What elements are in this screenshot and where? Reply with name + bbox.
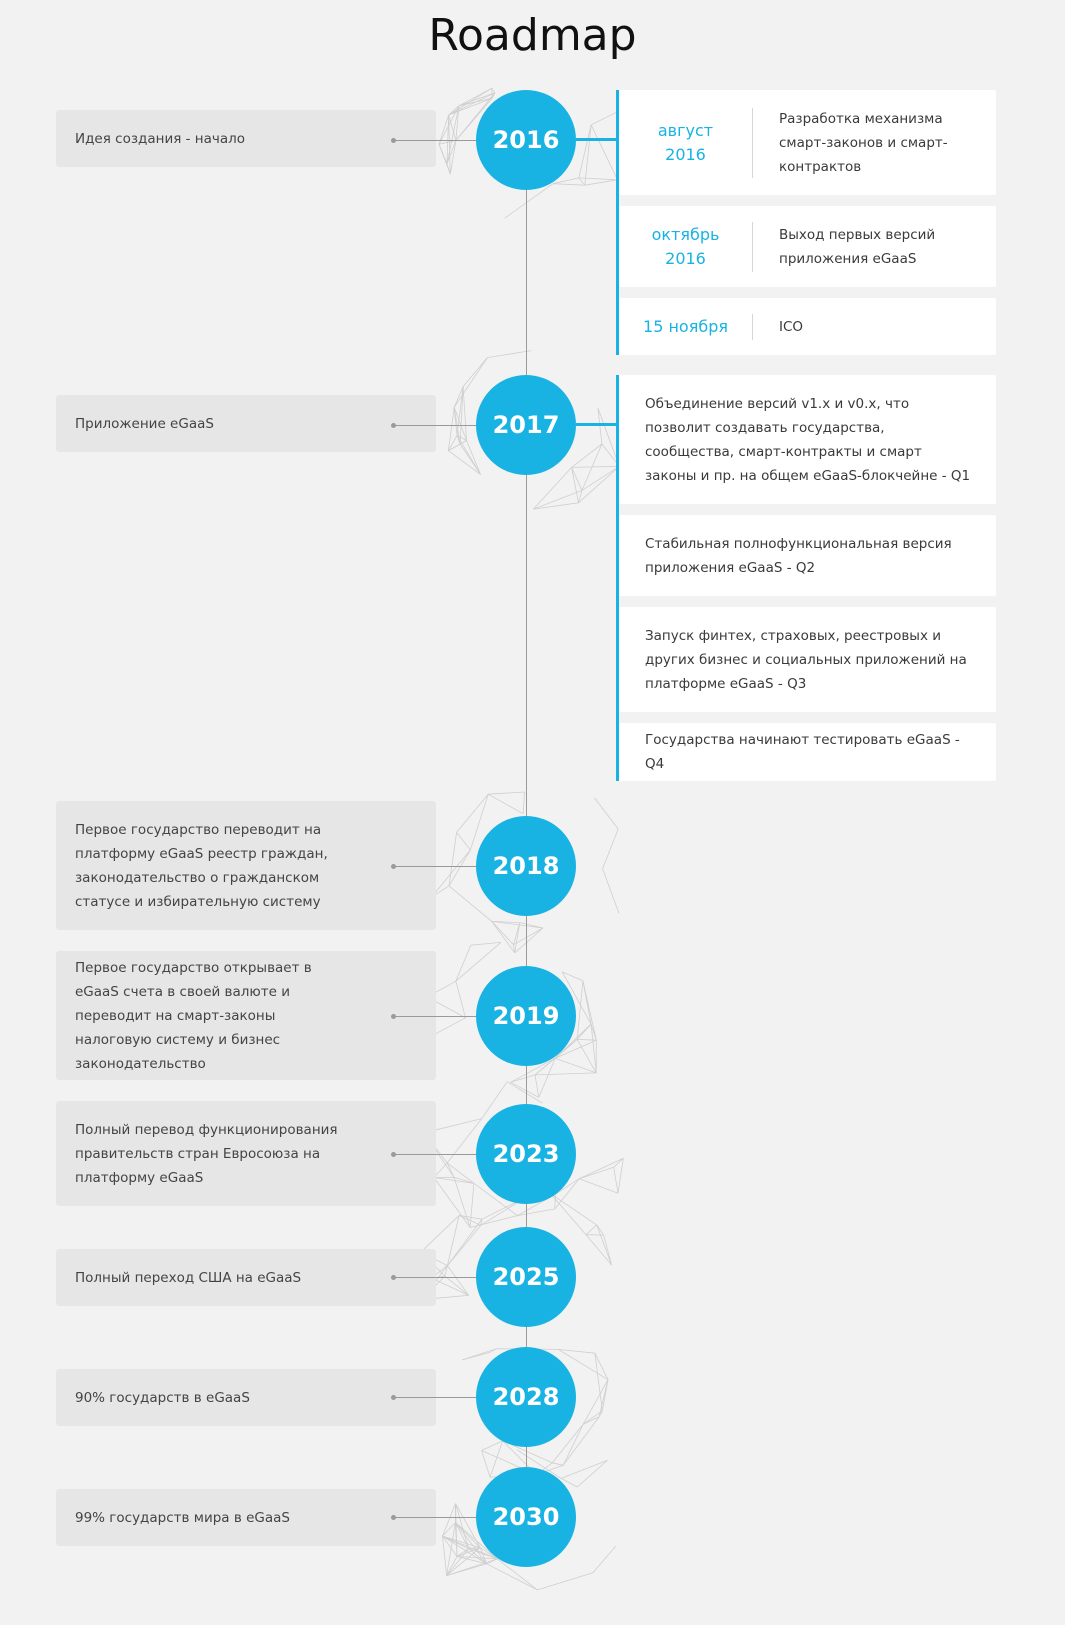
detail-text: ICO (779, 318, 804, 335)
detail-card-2016-1 (619, 90, 996, 195)
mesh-line (595, 1353, 608, 1380)
mesh-line (457, 435, 467, 440)
mesh-line (562, 972, 583, 981)
mesh-line (488, 792, 524, 794)
mesh-line (583, 1417, 599, 1424)
mesh-line (457, 1557, 487, 1564)
mesh-line (463, 358, 487, 387)
connector-2016 (394, 140, 478, 141)
milestone-summary: Первое государство переводит на платформу eGaaS реестр граждан, законодательство о гражданском статусе и избирательную систему (75, 821, 328, 910)
mesh-line (482, 1441, 503, 1451)
connector-dot-icon (391, 864, 396, 869)
milestone-summary: Идея создания - начало (75, 130, 246, 147)
mesh-line (579, 125, 591, 178)
mesh-line (439, 144, 447, 164)
mesh-line (492, 93, 495, 98)
milestone-summary: Полный перевод функционирования правительств стран Евросоюза на платформу eGaaS (75, 1121, 338, 1186)
mesh-line (447, 1163, 474, 1183)
year-node-2028[interactable]: 2028 (476, 1347, 576, 1447)
mesh-line (459, 88, 492, 106)
mesh-line (447, 1163, 454, 1177)
mesh-line (457, 435, 460, 444)
connector-2025 (394, 1277, 478, 1278)
mesh-line (492, 921, 543, 928)
mesh-line (448, 451, 480, 475)
mesh-line (579, 178, 618, 180)
mesh-line (447, 106, 459, 164)
milestone-card-2028 (56, 1369, 436, 1426)
page-title: Roadmap (428, 10, 637, 61)
detail-text: Стабильная полнофункциональная версия приложения eGaaS - Q2 (645, 535, 952, 576)
mesh-line (599, 1380, 608, 1417)
connector-2018 (394, 866, 478, 867)
mesh-line (443, 1523, 456, 1537)
mesh-line (579, 1179, 618, 1194)
mesh-line (456, 1504, 458, 1557)
mesh-line (535, 1075, 539, 1098)
mesh-line (595, 1353, 602, 1411)
mesh-line (551, 1194, 586, 1235)
mesh-line (591, 1024, 596, 1040)
mesh-line (515, 928, 543, 953)
mesh-line (456, 1504, 469, 1549)
mesh-line (533, 503, 578, 509)
mesh-line (572, 466, 620, 467)
connector-2017 (394, 425, 478, 426)
mesh-line (594, 798, 618, 829)
milestone-card-2025 (56, 1249, 436, 1306)
mesh-line (618, 1158, 623, 1193)
detail-card-2017-3 (619, 607, 996, 712)
mesh-line (432, 850, 471, 897)
mesh-line (460, 444, 481, 475)
mesh-line (457, 435, 481, 474)
connector-dot-icon (391, 1014, 396, 1019)
milestone-summary: Приложение eGaaS (75, 415, 214, 432)
mesh-line (459, 98, 492, 106)
mesh-line (454, 1177, 474, 1183)
mesh-line (455, 1523, 457, 1557)
mesh-line (457, 1557, 497, 1559)
mesh-line (603, 869, 619, 914)
mesh-line (583, 981, 596, 1040)
mesh-line (585, 180, 618, 185)
mesh-line (471, 942, 501, 945)
mesh-line (482, 1451, 490, 1478)
mesh-line (448, 441, 466, 451)
mesh-line (563, 1417, 599, 1465)
mesh-line (470, 1216, 517, 1228)
mesh-line (449, 106, 459, 115)
mesh-line (447, 1215, 459, 1265)
mesh-line (447, 164, 450, 174)
detail-text: Разработка механизма смарт-законов и смарт-контрактов (779, 110, 948, 175)
mesh-line (462, 1352, 490, 1360)
mesh-line (447, 141, 456, 164)
year-node-2019[interactable]: 2019 (476, 966, 576, 1066)
mesh-line (443, 1504, 456, 1537)
mesh-line (577, 1024, 591, 1039)
mesh-line (447, 1564, 487, 1576)
mesh-line (459, 1215, 481, 1225)
detail-card-2017-4 (619, 723, 996, 781)
mesh-line (533, 467, 571, 509)
mesh-line (515, 923, 520, 953)
mesh-line (488, 794, 523, 814)
mesh-line (447, 1523, 456, 1576)
mesh-line (577, 1460, 607, 1487)
mesh-line (599, 1411, 602, 1417)
milestone-summary: 99% государств мира в eGaaS (75, 1509, 290, 1526)
mesh-line (593, 1546, 616, 1573)
mesh-line (517, 1209, 554, 1216)
mesh-line (457, 1549, 469, 1557)
mesh-line (555, 1194, 556, 1209)
mesh-line (579, 466, 620, 503)
detail-text: Запуск финтех, страховых, реестровых и других бизнес и социальных приложений на платформе eGaaS - Q3 (645, 627, 967, 692)
connector-dot-icon (391, 1152, 396, 1157)
detail-date (619, 223, 752, 271)
mesh-line (579, 178, 585, 185)
mesh-line (551, 1194, 597, 1225)
mesh-line (434, 1178, 470, 1228)
mesh-line (520, 923, 543, 928)
mesh-line (448, 435, 457, 450)
mesh-line (597, 1225, 612, 1265)
mesh-line (447, 1557, 457, 1576)
mesh-line (439, 144, 450, 174)
mesh-line (456, 945, 471, 981)
mesh-line (487, 351, 531, 358)
mesh-line (443, 1536, 481, 1548)
mesh-line (457, 794, 489, 832)
milestone-summary: Первое государство открывает в eGaaS счета в своей валюте и переводит на смарт-законы налоговую систему и бизнес законодательство (75, 959, 312, 1072)
mesh-line (421, 1215, 459, 1252)
connector-dot-icon (391, 138, 396, 143)
mesh-line (459, 1215, 482, 1219)
mesh-line (487, 1564, 538, 1590)
mesh-line (469, 1549, 487, 1564)
mesh-line (511, 1075, 535, 1082)
year-node-2030[interactable]: 2030 (476, 1467, 576, 1567)
mesh-line (514, 928, 544, 945)
mesh-line (456, 981, 466, 1018)
mesh-line (604, 1235, 612, 1265)
connector-2019 (394, 1016, 478, 1017)
mesh-line (481, 1219, 482, 1225)
mesh-line (448, 444, 460, 451)
milestone-summary: Полный переход США на eGaaS (75, 1269, 302, 1286)
mesh-line (537, 1573, 593, 1590)
detail-text: Государства начинают тестировать eGaaS - Q4 (645, 732, 960, 772)
mesh-line (450, 141, 456, 175)
milestone-card-2018 (56, 801, 436, 930)
mesh-line (454, 387, 463, 408)
mesh-line (454, 407, 457, 435)
detail-date-text: 15 ноября (643, 316, 728, 336)
mesh-line (467, 441, 481, 475)
mesh-line (492, 88, 495, 93)
mesh-line (577, 1039, 596, 1040)
mesh-line (582, 466, 619, 490)
mesh-line (577, 1039, 596, 1073)
connector-dot-icon (391, 1395, 396, 1400)
mesh-line (586, 1225, 597, 1235)
mesh-line (558, 1349, 595, 1353)
mesh-line (457, 1548, 480, 1557)
mesh-line (456, 106, 459, 141)
mesh-line (614, 1167, 618, 1193)
mesh-line (462, 1349, 496, 1360)
year-node-2018[interactable]: 2018 (476, 816, 576, 916)
mesh-line (447, 1219, 482, 1265)
mesh-line (447, 1225, 481, 1265)
mesh-line (490, 1349, 496, 1353)
connector-2030 (394, 1517, 478, 1518)
mesh-line (614, 1158, 624, 1167)
mesh-line (539, 1058, 555, 1097)
mesh-line (597, 1225, 604, 1235)
mesh-line (443, 1536, 458, 1556)
mesh-line (492, 921, 514, 944)
year-link-2017 (576, 423, 618, 426)
mesh-line (579, 1158, 623, 1179)
mesh-line (591, 1024, 596, 1073)
mesh-line (480, 1548, 487, 1564)
connector-2028 (394, 1397, 478, 1398)
mesh-line (443, 1536, 447, 1576)
mesh-line (449, 115, 451, 174)
mesh-line (447, 1266, 468, 1296)
mesh-line (434, 1178, 474, 1184)
mesh-line (572, 444, 602, 467)
mesh-line (603, 829, 619, 869)
mesh-line (583, 1411, 602, 1424)
mesh-line (577, 981, 583, 1040)
mesh-line (492, 921, 520, 922)
mesh-line (561, 1460, 607, 1478)
mesh-line (579, 1167, 614, 1178)
mesh-line (443, 1536, 487, 1564)
mesh-line (535, 1073, 596, 1075)
year-node-2017[interactable]: 2017 (476, 375, 576, 475)
year-node-2025[interactable]: 2025 (476, 1227, 576, 1327)
mesh-line (455, 1523, 468, 1549)
mesh-line (586, 1235, 612, 1265)
mesh-line (511, 1082, 539, 1097)
mesh-line (447, 1559, 498, 1576)
detail-date-text: октябрь 2016 (651, 224, 720, 268)
mesh-line (447, 1549, 469, 1576)
mesh-line (533, 490, 582, 509)
detail-date (619, 315, 752, 339)
mesh-line (490, 1441, 503, 1477)
mesh-line (456, 942, 501, 981)
detail-card-2017-2 (619, 515, 996, 596)
year-node-2016[interactable]: 2016 (476, 90, 576, 190)
mesh-line (514, 945, 515, 953)
mesh-line (555, 1058, 596, 1073)
mesh-line (449, 832, 457, 886)
mesh-line (445, 1276, 469, 1295)
mesh-line (463, 387, 466, 441)
mesh-line (449, 115, 456, 141)
detail-card-2016-3 (619, 298, 996, 355)
mesh-line (447, 1548, 481, 1576)
milestone-card-2016 (56, 110, 436, 167)
mesh-line (598, 408, 602, 444)
mesh-line (443, 1536, 469, 1549)
milestone-card-2030 (56, 1489, 436, 1546)
year-link-2016 (576, 138, 618, 141)
mesh-line (579, 490, 583, 502)
detail-card-2017-1 (619, 375, 996, 504)
mesh-line (514, 923, 520, 945)
mesh-line (469, 1548, 481, 1549)
detail-text: Объединение версий v1.x и v0.x, что позволит создавать государства, сообщества, смарт-контракты и смарт законы и пр. на общем eGaaS-блокчейне - Q1 (645, 395, 971, 484)
mesh-line (507, 1082, 542, 1103)
mesh-line (602, 1380, 608, 1411)
connector-2023 (394, 1154, 478, 1155)
mesh-line (460, 441, 466, 445)
year-node-2023[interactable]: 2023 (476, 1104, 576, 1204)
mesh-line (492, 921, 515, 953)
mesh-line (457, 832, 471, 850)
mesh-line (563, 1424, 583, 1465)
mesh-line (552, 1463, 563, 1466)
mesh-line (591, 125, 617, 180)
mesh-line (582, 444, 602, 490)
connector-dot-icon (391, 1515, 396, 1520)
detail-date (619, 119, 752, 167)
connector-dot-icon (391, 423, 396, 428)
mesh-line (470, 1183, 474, 1227)
milestone-card-2017 (56, 395, 436, 452)
mesh-line (448, 407, 454, 450)
mesh-line (439, 106, 459, 144)
milestone-summary: 90% государств в eGaaS (75, 1389, 250, 1406)
milestone-card-2019 (56, 951, 436, 1080)
mesh-line (454, 1177, 470, 1227)
mesh-line (583, 981, 591, 1024)
mesh-line (553, 184, 585, 186)
mesh-line (431, 1278, 468, 1295)
detail-date-text: август 2016 (657, 120, 714, 164)
detail-card-2016-2 (619, 206, 996, 287)
mesh-line (439, 141, 456, 145)
mesh-line (457, 387, 463, 436)
mesh-line (583, 1380, 608, 1425)
detail-text: Выход первых версий приложения eGaaS (779, 226, 936, 267)
milestone-card-2023 (56, 1101, 436, 1206)
connector-dot-icon (391, 1275, 396, 1280)
mesh-line (445, 1266, 448, 1277)
mesh-line (572, 467, 582, 490)
mesh-line (572, 467, 579, 502)
mesh-line (523, 792, 524, 814)
mesh-line (449, 850, 470, 886)
mesh-line (454, 407, 466, 440)
mesh-line (460, 387, 463, 445)
mesh-line (487, 1559, 498, 1564)
mesh-line (585, 125, 591, 185)
